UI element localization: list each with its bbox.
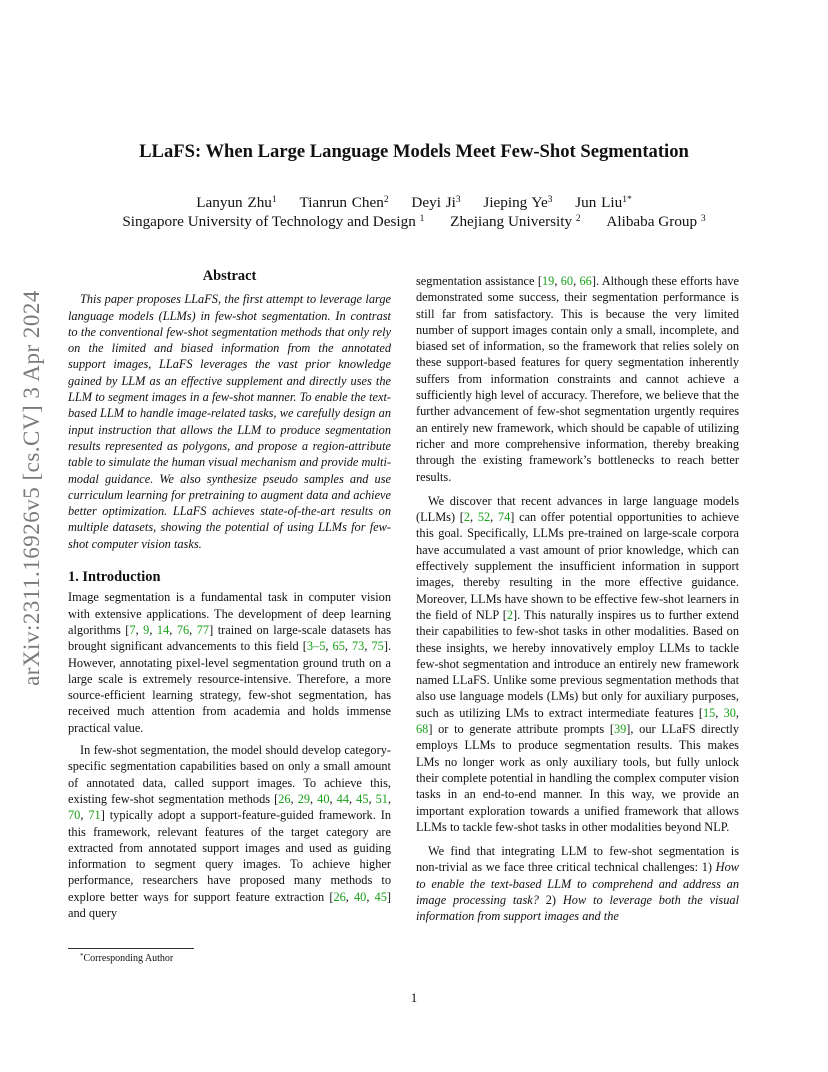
citation-link[interactable]: 66 xyxy=(579,274,592,288)
author: Jieping Ye$^3$ xyxy=(483,194,553,211)
left-column xyxy=(68,268,391,927)
page-number: 1 xyxy=(410,990,418,1005)
citation-link[interactable]: 44 xyxy=(336,791,349,806)
citation-link[interactable]: 3–5 xyxy=(306,639,326,654)
citation-link[interactable]: 14 xyxy=(156,622,170,637)
right-column xyxy=(416,273,739,931)
citation-link[interactable]: 29 xyxy=(297,791,311,806)
citation-link[interactable]: 68 xyxy=(416,722,429,737)
italic-text: How to leverage both the visual information from support images and the xyxy=(416,892,739,924)
citation-link[interactable]: 70 xyxy=(68,808,81,823)
citation-link[interactable]: 30 xyxy=(723,705,736,720)
citation-link[interactable]: 26 xyxy=(333,889,346,904)
citation-link[interactable]: 60 xyxy=(560,274,574,288)
citation-link[interactable]: 45 xyxy=(356,791,369,806)
abstract-heading: Abstract xyxy=(202,268,257,284)
citation-link[interactable]: 2 xyxy=(506,607,513,622)
citation-link[interactable]: 73 xyxy=(352,639,365,654)
citation-link[interactable]: 45 xyxy=(374,889,387,904)
citation-link[interactable]: 51 xyxy=(375,791,388,806)
footnote-text: Corresponding Author xyxy=(83,953,174,964)
intro-paragraph: segmentation assistance [19, 60, 66]. Although these efforts have demonstrated some success, their segmentation performance is still far from satisfactory. This is because the very limited number of support images contain only a small, incomplete, and biased set of information, so the framework that relies solely on these support-based features for query segmentation inherently suffers from information constraints and cannot achieve a sufficiently high level of accuracy. Therefore, we believe that the further advancement of few-shot segmentation urgently requires an entirely new framework, which should be capable of utilizing richer and more comprehensive information, thereby breaking through the existing framework’s bottlenecks to reach better results. xyxy=(416,274,739,484)
footnote-mark: * xyxy=(80,952,84,960)
abstract-text: This paper proposes LLaFS, the first attempt to leverage large language models (LLMs) in few-shot segmentation. In contrast to the conventional few-shot segmentation methods that only rely on the limited and biased information from the annotated support images, LLaFS leverages the vast prior knowledge gained by LLM as an effective supplement and directly uses the LLM to segment images in a few-shot manner. To enable the text-based LLM to handle image-related tasks, we carefully design an input instruction that allows the LLM to produce segmentation results represented as polygons, and propose a region-attribute table to simulate the human visual mechanism and provide multi-modal guidance. We also synthesize pseudo samples and use curriculum learning for pretraining to augment data and achieve better optimization. LLaFS achieves state-of-the-art results on multiple datasets, showing the potential of using LLMs for few-shot computer vision tasks. xyxy=(68,292,391,551)
citation-link[interactable]: 39 xyxy=(613,722,627,737)
citation-link[interactable]: 2 xyxy=(463,510,471,525)
citation-link[interactable]: 71 xyxy=(88,808,101,823)
citation-link[interactable]: 40 xyxy=(317,791,330,806)
citation-link[interactable]: 7 xyxy=(129,622,136,637)
author-list xyxy=(68,194,760,212)
intro-paragraph: We discover that recent advances in large language models (LLMs) [2, 52, 74] can offer potential opportunities to achieve this goal. Specifically, LLMs pre-trained on large-scale corpora have accumulated a vast amount of prior knowledge, which can effectively supplement the insufficient information in support images, thereby resulting in the more effective guidance. Moreover, LLMs have shown to be effective few-shot learners in the field of NLP [2]. This naturally inspires us to further extend their capabilities to few-shot tasks in other modalities. Based on these insights, we hereby innovatively employ LLMs to tackle few-shot segmentation and introduce an entirely new framework named LLaFS. Unlike some previous segmentation methods that also use language models (LMs) but only for auxiliary purposes, such as utilizing LMs to extract intermediate features [15, 30, 68] or to generate attribute prompts [39], our LLaFS directly employs LLMs to produce segmentation results. This makes LMs no longer work as only auxiliary tools, but fully unlock their complete potential in handling the complex computer vision tasks in an end-to-end manner. In this way, we provide an important exploration towards a unified framework that allows LLMs to tackle few-shot tasks in other modalities beyond NLP. xyxy=(416,493,740,834)
footnote-divider xyxy=(68,948,194,949)
citation-link[interactable]: 15 xyxy=(702,705,716,720)
intro-paragraph: Image segmentation is a fundamental task in computer vision with extensive applications. The development of deep learning algorithms [7, 9, 14, 76, 77] trained on large-scale datasets has brought significant advancements to this field [3–5, 65, 73, 75]. However, annotating pixel-level segmentation ground truth on a large scale is extremely resource-intensive. Therefore, a more source-efficient learning strategy, few-shot segmentation, has received much attention from academia and holds immense practical value. xyxy=(68,590,392,735)
citation-link[interactable]: 52 xyxy=(477,510,491,525)
citation-link[interactable]: 76 xyxy=(176,622,190,637)
affiliation: Alibaba Group $^3$ xyxy=(606,213,706,230)
affiliation: Singapore University of Technology and Design $^1$ xyxy=(122,213,425,230)
citation-link[interactable]: 74 xyxy=(497,510,511,525)
citation-link[interactable]: 26 xyxy=(278,791,291,806)
intro-paragraph: In few-shot segmentation, the model should develop category-specific segmentation capabilities based on only a small amount of annotated data, called support images. To achieve this, existing few-shot segmentation methods [26, 29, 40, 44, 45, 51, 70, 71] typically adopt a support-feature-guided framework. In this framework, relevant features of the target category are extracted from annotated support images and used as guiding information to segment query images. To achieve higher performance, researchers have proposed many methods to explore better ways for support feature extraction [26, 40, 45] and query xyxy=(68,743,392,920)
citation-link[interactable]: 19 xyxy=(541,274,555,288)
arxiv-identifier: arXiv:2311.16926v5 [cs.CV] 3 Apr 2024 xyxy=(19,290,44,686)
citation-link[interactable]: 75 xyxy=(371,639,384,654)
author: Tianrun Chen$^2$ xyxy=(299,194,389,211)
arxiv-sidebar-stamp xyxy=(14,292,50,684)
intro-paragraph: We find that integrating LLM to few-shot segmentation is non-trivial as we face three critical technical challenges: 1) How to enable the text-based LLM to comprehend and address an image processing task? 2) How to leverage both the visual information from support images and the xyxy=(416,844,739,924)
footnote xyxy=(80,953,173,964)
citation-link[interactable]: 40 xyxy=(353,889,367,904)
author: Deyi Ji$^3$ xyxy=(411,194,461,211)
author: Jun Liu$^{1*}$ xyxy=(575,194,632,211)
affiliation: Zhejiang University $^2$ xyxy=(450,213,581,230)
paper-title: LLaFS: When Large Language Models Meet Few-Shot Segmentation xyxy=(139,141,689,162)
affiliation-list xyxy=(68,213,760,231)
citation-link[interactable]: 77 xyxy=(196,622,210,637)
italic-text: How to enable the text-based LLM to comprehend and address an image processing task? xyxy=(416,860,739,907)
citation-link[interactable]: 65 xyxy=(332,639,345,654)
introduction-heading: 1. Introduction xyxy=(68,569,161,586)
author: Lanyun Zhu$^1$ xyxy=(196,194,277,211)
citation-link[interactable]: 9 xyxy=(143,622,150,637)
